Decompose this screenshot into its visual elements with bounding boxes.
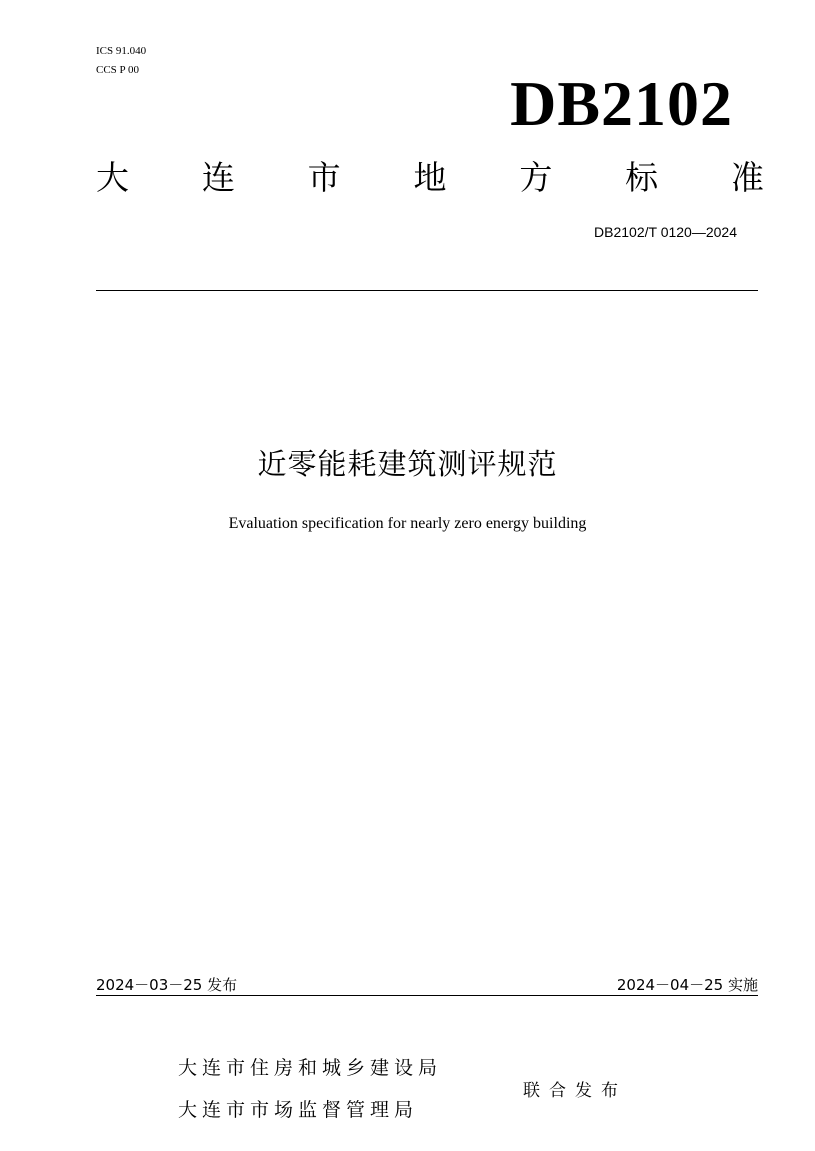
- classification-codes: [96, 42, 146, 80]
- document-title-chinese: 近零能耗建筑测评规范: [257, 447, 558, 481]
- standard-type-heading: [96, 154, 764, 202]
- bottom-divider: [96, 995, 758, 996]
- standard-code-logo: DB2102: [510, 68, 733, 139]
- document-title-english: Evaluation specification for nearly zero energy building: [228, 515, 587, 532]
- ccs-code: CCS P 00: [96, 64, 140, 76]
- implementation-date: 2024－04－25 实施: [616, 976, 758, 994]
- standard-type-char: 准: [730, 158, 764, 197]
- issue-date: 2024－03－25 发布: [96, 976, 238, 994]
- standard-type-char: 标: [625, 158, 659, 197]
- standard-type-char: 方: [519, 158, 553, 197]
- standard-type-char: 地: [413, 158, 447, 197]
- ics-code: ICS 91.040: [96, 45, 147, 57]
- top-divider: [96, 290, 758, 291]
- joint-issue-label: 联合发布: [523, 1081, 627, 1101]
- issuing-organization: 大连市市场监督管理局: [178, 1099, 419, 1121]
- standard-type-char: 连: [201, 158, 235, 197]
- issuing-organization: 大连市住房和城乡建设局: [178, 1057, 443, 1079]
- standard-type-char: 大: [96, 158, 129, 197]
- standard-type-char: 市: [307, 158, 341, 197]
- date-row: [96, 974, 758, 996]
- standard-number: DB2102/T 0120—2024: [594, 224, 737, 240]
